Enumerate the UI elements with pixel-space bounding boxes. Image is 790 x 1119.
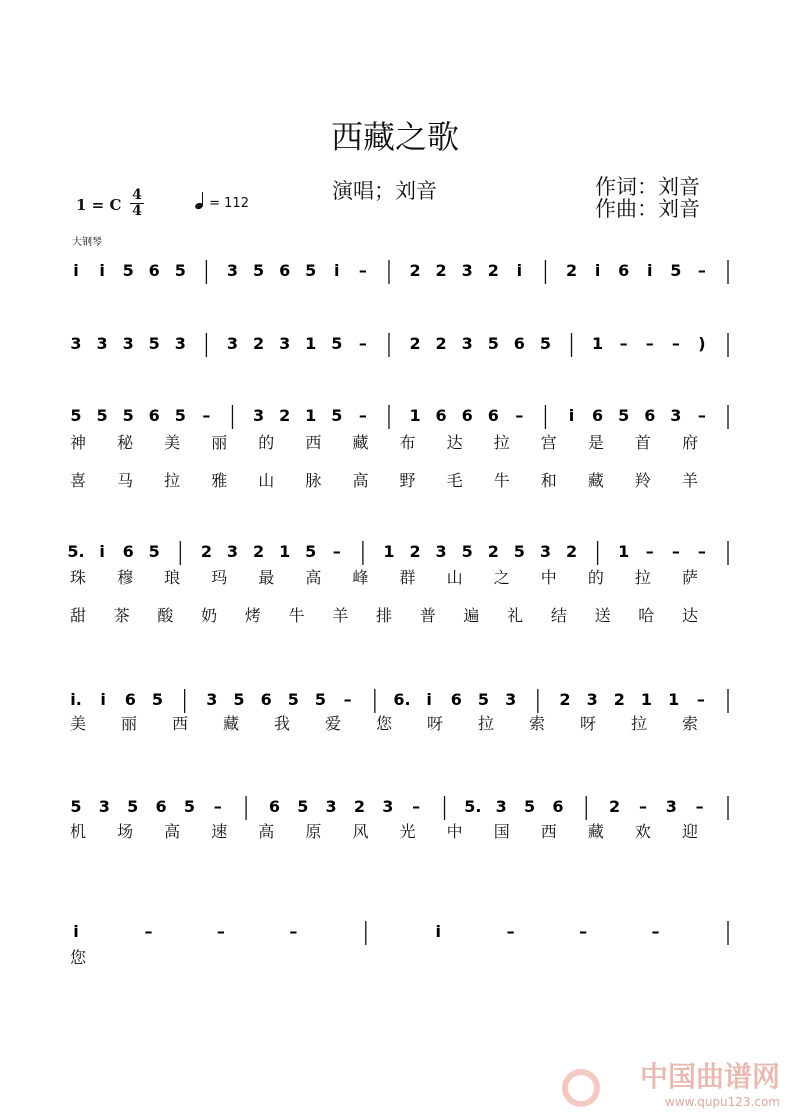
note-symbol: 5 [297, 797, 309, 816]
note-symbol: 5 [122, 261, 134, 280]
note-symbol: i. [70, 690, 82, 709]
note-symbol: 6 [260, 690, 272, 709]
note-symbol: i [99, 542, 105, 561]
lyric-char: 达 [682, 606, 699, 625]
note-symbol: 1 [305, 334, 317, 353]
note-symbol: 6 [124, 690, 136, 709]
note-symbol: 3 [226, 261, 239, 280]
note-symbol: – [332, 542, 341, 561]
note-symbol: 6 [268, 797, 281, 816]
note-symbol: 2 [435, 261, 447, 280]
lyric-char: 丽 [211, 433, 228, 452]
note-symbol: i [100, 690, 106, 709]
lyric-char: 布 [399, 433, 416, 452]
watermark-url: www.qupu123.com [665, 1095, 780, 1109]
lyric-char: 喜 [70, 471, 87, 490]
note-symbol: 3 [495, 797, 507, 816]
lyric-char: 索 [682, 714, 699, 733]
lyric-char: 藏 [223, 714, 240, 733]
note-symbol: 5 [96, 406, 108, 425]
note-symbol: – [213, 797, 222, 816]
note-symbol: 2 [252, 542, 265, 561]
note-symbol: i [73, 261, 79, 280]
singer-credit: 演唱；刘音 [332, 179, 437, 203]
lyric-char: 拉 [493, 433, 510, 452]
note-symbol: 3 [461, 334, 473, 353]
song-title: 西藏之歌 [330, 118, 459, 156]
note-symbol: 1 [592, 334, 604, 353]
lyric-char: 普 [419, 606, 436, 625]
lyric-char: 奶 [201, 606, 218, 625]
note-symbol: 6 [618, 261, 630, 280]
note-symbol: 6 [592, 406, 604, 425]
quarter-note-icon [195, 195, 205, 209]
note-symbol: – [515, 406, 524, 425]
key-signature: 1 = C [76, 196, 122, 214]
lyric-char: 秘 [117, 433, 134, 452]
note-symbol: 2 [409, 542, 421, 561]
note-symbol: 3 [435, 542, 447, 561]
note-symbol: 5 [70, 797, 82, 816]
note-symbol: 2 [565, 542, 578, 561]
note-symbol: 6 [435, 406, 447, 425]
lyric-char: 牛 [493, 471, 510, 490]
note-symbol: 1 [279, 542, 291, 561]
note-symbol: 5 [151, 690, 164, 709]
note-symbol: – [412, 797, 421, 816]
lyric-char: 马 [117, 471, 134, 490]
note-symbol: 5 [174, 406, 186, 425]
lyric-char: 中 [446, 822, 463, 841]
composer-credit: 作曲：刘音 [595, 197, 700, 221]
note-symbol: – [619, 334, 628, 353]
note-symbol: 3 [325, 797, 337, 816]
lyric-char: 脉 [305, 471, 322, 490]
note-symbol: – [651, 922, 660, 941]
lyric-char: 达 [446, 433, 463, 452]
note-symbol: i [426, 690, 432, 709]
note-symbol: i [73, 922, 79, 941]
lyric-char: 西 [540, 822, 557, 841]
lyric-char: 结 [550, 606, 567, 625]
note-symbol: 2 [200, 542, 212, 561]
lyric-char: 酸 [157, 606, 174, 625]
lyric-char: 迎 [682, 822, 699, 841]
note-symbol: 2 [609, 797, 621, 816]
note-symbol: 2 [409, 334, 421, 353]
note-symbol: 6 [148, 261, 160, 280]
lyric-char: 高 [258, 822, 275, 841]
note-symbol: 5 [305, 261, 317, 280]
note-symbol: 6 [279, 261, 291, 280]
lyric-char: 群 [399, 568, 416, 587]
note-symbol: 3 [252, 406, 265, 425]
lyric-char: 高 [164, 822, 181, 841]
note-symbol: 5 [523, 797, 536, 816]
note-symbol: – [696, 690, 705, 709]
note-symbol: 5 [252, 261, 265, 280]
note-symbol: 5 [477, 690, 490, 709]
note-symbol: 5 [331, 406, 343, 425]
note-symbol: 3 [382, 797, 394, 816]
lyric-char: 速 [211, 822, 228, 841]
note-symbol: 6 [461, 406, 473, 425]
note-symbol: 2 [613, 690, 625, 709]
lyric-char: 烤 [244, 606, 261, 625]
note-symbol: i [334, 261, 340, 280]
lyric-char: 爱 [325, 714, 342, 733]
lyric-char: 萨 [682, 568, 699, 587]
lyric-char: 西 [305, 433, 322, 452]
lyric-char: 拉 [478, 714, 495, 733]
note-symbol: – [358, 334, 367, 353]
lyric-char: 野 [399, 471, 416, 490]
note-symbol: i [99, 261, 105, 280]
note-symbol: 3 [505, 690, 517, 709]
lyric-char: 您 [70, 948, 87, 967]
note-symbol: 6 [552, 797, 564, 816]
note-symbol: – [697, 542, 706, 561]
lyric-char: 山 [446, 568, 463, 587]
instrument-label: 大钢琴 [72, 237, 102, 248]
lyric-char: 珠 [70, 568, 87, 587]
note-symbol: – [144, 922, 153, 941]
note-symbol: 6 [644, 406, 656, 425]
note-symbol: 3 [539, 542, 552, 561]
note-symbol: 6 [148, 406, 160, 425]
note-symbol: 2 [353, 797, 366, 816]
lyric-char: 和 [540, 471, 557, 490]
note-symbol: 3 [586, 690, 598, 709]
lyric-char: 呀 [427, 714, 444, 733]
note-symbol: 1 [383, 542, 395, 561]
note-symbol: – [358, 261, 367, 280]
note-symbol: 5 [461, 542, 473, 561]
lyric-char: 国 [493, 822, 510, 841]
note-symbol: 5 [127, 797, 139, 816]
note-symbol: 5 [539, 334, 552, 353]
lyric-char: 是 [587, 433, 604, 452]
lyric-char: 山 [258, 471, 275, 490]
lyric-char: 藏 [352, 433, 369, 452]
note-symbol: i [516, 261, 523, 280]
lyric-char: 藏 [587, 822, 604, 841]
lyric-char: 羊 [682, 471, 699, 490]
note-symbol: 2 [435, 334, 447, 353]
note-symbol: 5 [331, 334, 343, 353]
note-symbol: 3 [206, 690, 218, 709]
lyric-char: 的 [258, 433, 275, 452]
note-symbol: 5 [513, 542, 525, 561]
lyric-char: 最 [258, 568, 275, 587]
lyric-char: 毛 [446, 471, 463, 490]
note-symbol: 3 [98, 797, 110, 816]
note-symbol: – [289, 922, 298, 941]
meter-bottom: 4 [130, 203, 144, 219]
lyric-char: 玛 [211, 568, 228, 587]
lyric-char: 高 [305, 568, 322, 587]
tempo-value: = 112 [209, 196, 249, 211]
lyric-char: 美 [164, 433, 181, 452]
lyric-char: 府 [682, 433, 699, 452]
lyric-char: 哈 [638, 606, 655, 625]
lyric-char: 神 [70, 433, 87, 452]
note-symbol: 3 [122, 334, 134, 353]
note-symbol: 1 [409, 406, 421, 425]
lyric-char: 送 [594, 606, 611, 625]
note-symbol: – [697, 406, 706, 425]
lyric-char: 琅 [164, 568, 181, 587]
note-symbol: 6. [393, 690, 411, 709]
note-symbol: 1 [618, 542, 630, 561]
lyric-char: 我 [274, 714, 291, 733]
lyric-char: 拉 [164, 471, 181, 490]
note-symbol: 6 [155, 797, 167, 816]
note-symbol: – [671, 542, 680, 561]
lyric-char: 索 [529, 714, 546, 733]
tempo-marking [195, 195, 249, 211]
lyric-char: 藏 [587, 471, 604, 490]
note-symbol: 5 [305, 542, 317, 561]
time-signature [130, 188, 144, 219]
note-symbol: 3 [174, 334, 186, 353]
lyricist-credit: 作词：刘音 [595, 175, 700, 199]
note-symbol: 3 [665, 797, 677, 816]
lyric-char: 羊 [332, 606, 349, 625]
note-symbol: 2 [487, 261, 499, 280]
note-symbol: i [647, 261, 653, 280]
note-symbol: – [216, 922, 225, 941]
note-symbol: 3 [96, 334, 108, 353]
lyric-char: 拉 [631, 714, 648, 733]
note-symbol: 5 [148, 542, 160, 561]
lyric-char: 牛 [288, 606, 305, 625]
note-symbol: 3 [70, 334, 82, 353]
note-symbol: i [568, 406, 575, 425]
watermark [640, 1055, 780, 1109]
note-symbol: 2 [559, 690, 571, 709]
watermark-brand: 中国曲谱网 [639, 1060, 780, 1093]
lyric-char: 呀 [580, 714, 597, 733]
note-symbol: – [645, 542, 654, 561]
note-symbol: 5 [148, 334, 160, 353]
lyric-char: 宫 [540, 433, 557, 452]
lyric-char: 遍 [463, 606, 480, 625]
lyric-char: 甜 [70, 606, 87, 625]
note-symbol: 1 [305, 406, 317, 425]
note-symbol: 6 [122, 542, 134, 561]
note-symbol: – [645, 334, 654, 353]
lyric-char: 光 [399, 822, 416, 841]
lyric-char: 茶 [113, 606, 130, 625]
watermark-logo-icon [562, 1069, 600, 1107]
lyric-char: 峰 [352, 568, 369, 587]
lyric-char: 雅 [211, 471, 228, 490]
note-symbol: – [695, 797, 704, 816]
note-symbol: 2 [409, 261, 421, 280]
note-symbol: 5 [174, 261, 186, 280]
lyric-char: 欢 [634, 822, 651, 841]
note-symbol: i [594, 261, 601, 280]
note-symbol: – [638, 797, 647, 816]
note-symbol: i [435, 922, 441, 941]
lyric-char: 之 [493, 568, 510, 587]
note-symbol: 3 [226, 542, 239, 561]
note-symbol: 1 [640, 690, 653, 709]
note-symbol: 2 [279, 406, 291, 425]
lyric-char: 中 [540, 568, 557, 587]
meter-top: 4 [132, 187, 142, 203]
note-symbol: 6 [487, 406, 499, 425]
note-symbol: 5 [233, 690, 245, 709]
note-symbol: 5 [122, 406, 134, 425]
note-symbol: 5 [670, 261, 682, 280]
note-symbol: ) [698, 334, 706, 353]
note-symbol: 2 [252, 334, 265, 353]
lyric-char: 美 [70, 714, 87, 733]
lyric-char: 机 [70, 822, 87, 841]
note-symbol: 2 [487, 542, 499, 561]
lyric-char: 您 [376, 714, 393, 733]
note-symbol: 3 [279, 334, 291, 353]
note-symbol: 3 [461, 261, 473, 280]
note-symbol: 5. [67, 542, 85, 561]
note-symbol: 3 [226, 334, 239, 353]
lyric-char: 原 [305, 822, 322, 841]
note-symbol: 5 [487, 334, 499, 353]
note-symbol: 5 [618, 406, 630, 425]
lyric-char: 丽 [121, 714, 138, 733]
note-symbol: 5. [464, 797, 482, 816]
note-symbol: 1 [668, 690, 680, 709]
note-symbol: – [358, 406, 367, 425]
lyric-char: 穆 [117, 568, 134, 587]
note-symbol: 5 [287, 690, 299, 709]
lyric-char: 排 [376, 606, 393, 625]
note-symbol: 6 [450, 690, 462, 709]
note-symbol: – [671, 334, 680, 353]
lyric-char: 场 [117, 822, 134, 841]
lyric-char: 高 [352, 471, 369, 490]
lyric-char: 礼 [507, 606, 524, 625]
note-symbol: 6 [513, 334, 525, 353]
note-symbol: – [202, 406, 211, 425]
lyric-char: 首 [634, 433, 651, 452]
note-symbol: – [506, 922, 515, 941]
lyric-char: 的 [587, 568, 604, 587]
lyric-char: 西 [172, 714, 189, 733]
note-symbol: 5 [183, 797, 195, 816]
note-symbol: 5 [70, 406, 82, 425]
lyric-char: 拉 [634, 568, 651, 587]
lyric-char: 羚 [634, 471, 651, 490]
note-symbol: – [343, 690, 352, 709]
note-symbol: 3 [670, 406, 682, 425]
note-symbol: – [579, 922, 588, 941]
note-symbol: 5 [314, 690, 327, 709]
note-symbol: 2 [565, 261, 578, 280]
note-symbol: – [697, 261, 706, 280]
lyric-char: 风 [352, 822, 369, 841]
